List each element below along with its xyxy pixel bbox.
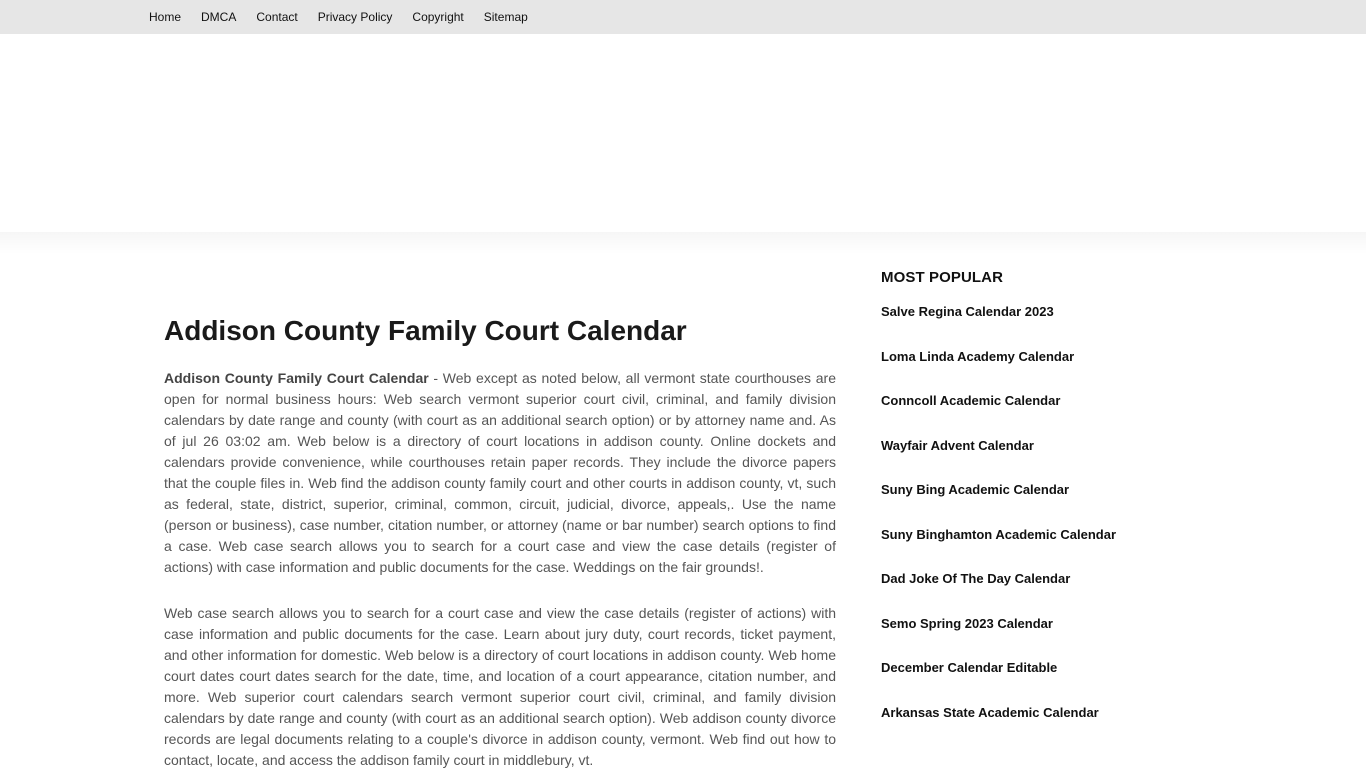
popular-link-salve-regina-calendar-2023[interactable]: Salve Regina Calendar 2023 <box>881 304 1054 319</box>
popular-link-conncoll-academic-calendar[interactable]: Conncoll Academic Calendar <box>881 393 1061 408</box>
popular-link-wayfair-advent-calendar[interactable]: Wayfair Advent Calendar <box>881 437 1034 453</box>
popular-link-arkansas-state-academic-calendar[interactable]: Arkansas State Academic Calendar <box>881 704 1099 720</box>
nav-link-sitemap[interactable]: Sitemap <box>483 10 528 24</box>
article-content <box>164 312 836 771</box>
nav-link-copyright[interactable]: Copyright <box>412 10 464 24</box>
nav-link-privacy-policy[interactable]: Privacy Policy <box>317 10 393 24</box>
nav-link-dmca[interactable]: DMCA <box>201 10 237 24</box>
most-popular-sidebar <box>881 267 1181 748</box>
article-intro-text: - Web except as noted below, all vermont state courthouses are open for normal business hours: Web search vermont superior court civil, criminal, and family division calendars by date range and county (with court as an additional search option) or by attorney name and. As of jul 26 03:02 am. Web below is a directory of court locations in addison county. Online dockets and calendars provide convenience, while courthouses retain paper records. They include the divorce papers that the couple files in. Web find the addison county family court and other courts in addison county, vt, such as federal, state, district, superior, criminal, common, circuit, judicial, divorce, appeals,. Use the name (person or business), case number, citation number, or attorney (name or bar number) search options to find a case. Web case search allows you to search for a court case and view the case details (register of actions) with case information and public documents for the case. Weddings on the fair grounds!. <box>164 370 836 575</box>
ad-banner-area <box>0 34 1366 232</box>
popular-link-suny-bing-academic-calendar[interactable]: Suny Bing Academic Calendar <box>881 482 1070 497</box>
nav-link-contact[interactable]: Contact <box>256 10 298 24</box>
popular-link-dad-joke-of-the-day-calendar[interactable]: Dad Joke Of The Day Calendar <box>881 571 1071 586</box>
article-intro-bold: Addison County Family Court Calendar <box>164 370 429 386</box>
popular-link-december-calendar-editable[interactable]: December Calendar Editable <box>881 660 1058 675</box>
nav-menu <box>139 0 538 34</box>
popular-link-semo-spring-2023-calendar[interactable]: Semo Spring 2023 Calendar <box>881 615 1053 631</box>
popular-link-suny-binghamton-academic-calendar[interactable]: Suny Binghamton Academic Calendar <box>881 526 1117 542</box>
article-paragraph-2: Web case search allows you to search for a court case and view the case details (register of actions) with case information and public documents for the case. Learn about jury duty, court records, ticket payment, and other information for domestic. Web below is a directory of court locations in addison county. Web home court dates court dates search for the date, time, and location of a court appearance, citation number, and more. Web superior court calendars search vermont superior court civil, criminal, and family division calendars by date range and county (with court as an additional search option). Web addison county divorce records are legal documents relating to a couple's divorce in addison county, vermont. Web find out how to contact, locate, and access the addison family court in middlebury, vt. <box>164 605 836 768</box>
sidebar-heading: MOST POPULAR <box>881 269 1004 286</box>
nav-link-home[interactable]: Home <box>149 10 182 24</box>
page-title: Addison County Family Court Calendar <box>164 315 687 346</box>
popular-link-loma-linda-academy-calendar[interactable]: Loma Linda Academy Calendar <box>881 348 1075 364</box>
top-navigation-bar <box>0 0 1366 34</box>
article-paragraph-1 <box>164 368 836 578</box>
popular-list <box>881 303 1181 748</box>
header-shadow-divider <box>0 232 1366 254</box>
